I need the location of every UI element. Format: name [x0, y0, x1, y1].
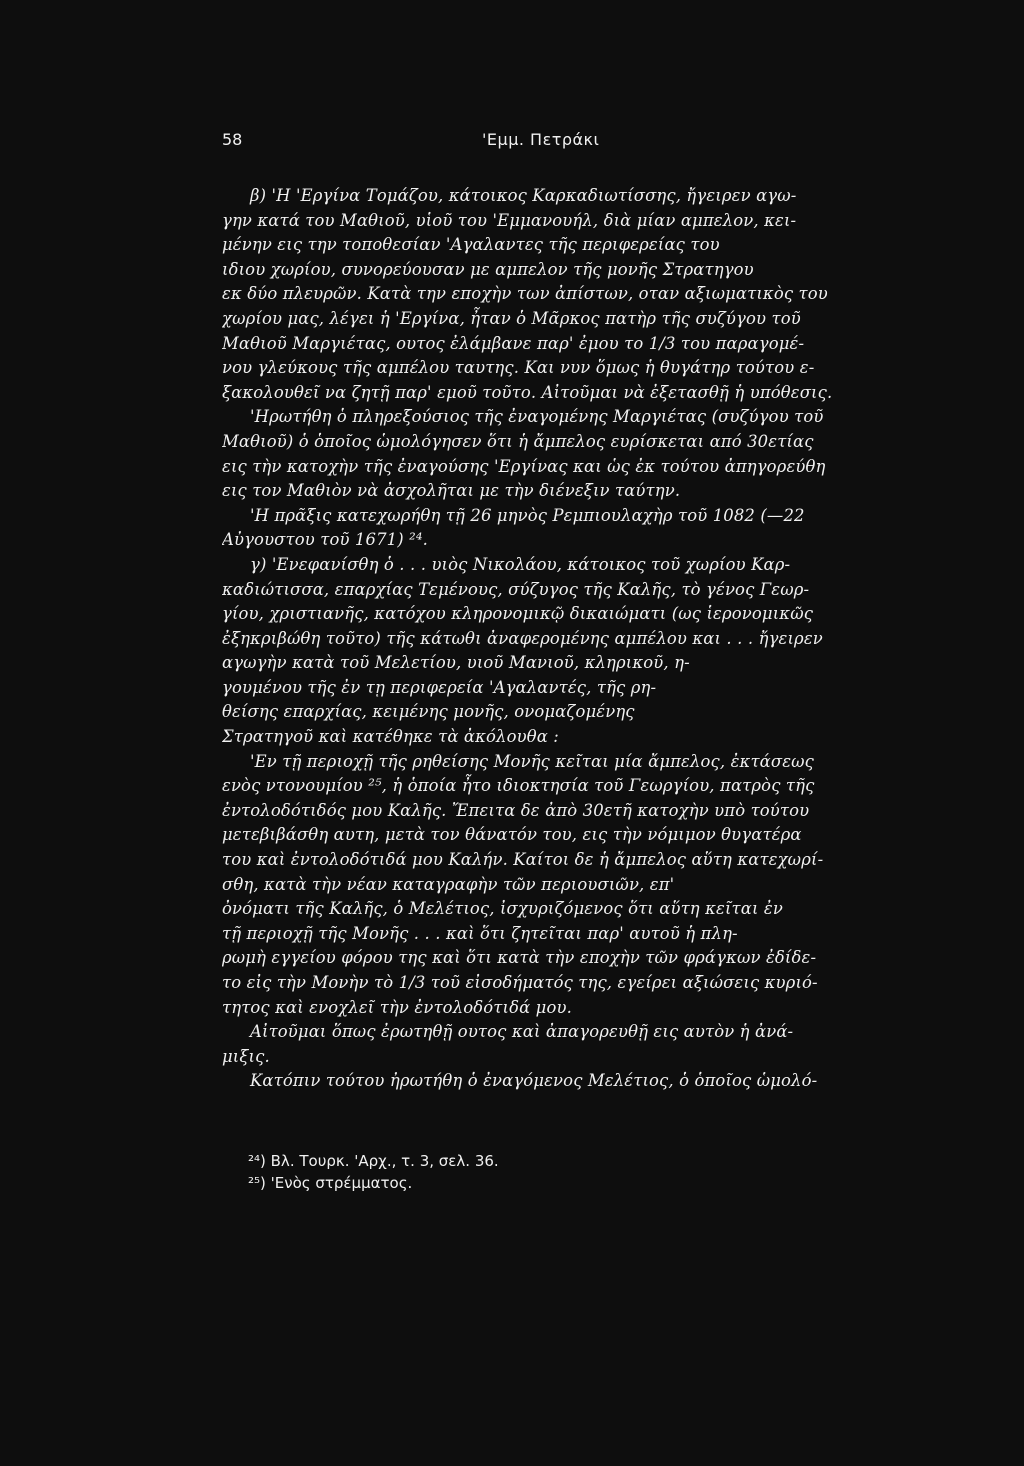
text-line: εις τὴν κατοχὴν τῆς ἐναγούσης 'Εργίνας και ὡς ἐκ τούτου ἀπηγορεύθη	[222, 456, 826, 476]
page-header	[222, 130, 862, 164]
text-line: καδιώτισσα, επαρχίας Τεμένους, σύζυγος τῆς Καλῆς, τὸ γένος Γεωρ-	[222, 579, 810, 599]
text-line: ξακολουθεῖ να ζητῇ παρ' εμοῦ τοῦτο. Αἰτοῦμαι νὰ ἐξετασθῇ ἡ υπόθεσις.	[222, 382, 833, 402]
text-line: ὀνόματι τῆς Καλῆς, ὁ Μελέτιος, ἰσχυριζόμενος ὅτι αὕτη κεῖται ἐν	[222, 899, 783, 919]
document-page	[222, 130, 862, 1094]
running-head: 'Εμμ. Πετράκι	[482, 130, 600, 149]
text-line: γ) 'Ενεφανίσθη ὁ . . . υιὸς Νικολάου, κάτοικος τοῦ χωρίου Καρ-	[250, 554, 791, 574]
text-line: 'Ηρωτήθη ὁ πληρεξούσιος τῆς ἐναγομένης Μαργιέτας (συζύγου τοῦ	[250, 407, 824, 427]
text-line: αγωγὴν κατὰ τοῦ Μελετίου, υιοῦ Μανιοῦ, κληρικοῦ, η-	[222, 653, 690, 673]
text-line: γουμένου τῆς ἐν τῃ περιφερεία 'Αγαλαντές, τῆς ρη-	[222, 677, 657, 697]
text-line: θείσης επαρχίας, κειμένης μονῆς, ονομαζομένης	[222, 702, 635, 722]
text-line: χωρίου μας, λέγει ἡ 'Εργίνα, ἦταν ὁ Μᾶρκος πατὴρ τῆς συζύγου τοῦ	[222, 308, 801, 328]
text-line: ενὸς ντονουμίου ²⁵, ἡ ὁποία ἦτο ιδιοκτησία τοῦ Γεωργίου, πατρὸς τῆς	[222, 776, 815, 796]
text-line: του καὶ ἐντολοδότιδά μου Καλήν. Καίτοι δε ἡ ἄμπελος αὕτη κατεχωρί-	[222, 850, 824, 870]
page-number: 58	[222, 130, 243, 149]
text-line: μένην εις την τοποθεσίαν 'Αγαλαντες τῆς περιφερείας του	[222, 235, 720, 255]
text-line: β) 'Η 'Εργίνα Τομάζου, κάτοικος Καρκαδιωτίσσης, ἤγειρεν αγω-	[250, 186, 797, 205]
text-line: το εἰς τὴν Μονὴν τὸ 1/3 τοῦ εἰσοδήματός της, εγείρει αξιώσεις κυριό-	[222, 973, 818, 992]
text-line: εις τον Μαθιὸν νὰ ἀσχολῆται με τὴν διένεξιν ταύτην.	[222, 481, 681, 501]
footnotes	[248, 1150, 499, 1194]
text-line: ιδιου χωρίου, συνορεύουσαν με αμπελον τῆς μονῆς Στρατηγου	[222, 259, 754, 279]
text-line: Αἰτοῦμαι ὅπως ἐρωτηθῇ ουτος καὶ ἀπαγορευθῇ εις αυτὸν ἡ ἀνά-	[250, 1022, 794, 1042]
text-line: ἐντολοδότιδός μου Καλῆς. Ἔπειτα δε ἀπὸ 30ετῆ κατοχὴν υπὸ τούτου	[222, 800, 810, 820]
body-text	[222, 184, 862, 1094]
footnote: ²⁴) Βλ. Τουρκ. 'Αρχ., τ. 3, σελ. 36.	[248, 1152, 499, 1170]
text-line: 'Η πρᾶξις κατεχωρήθη τῇ 26 μηνὸς Ρεμπιουλαχὴρ τοῦ 1082 (—22	[250, 505, 805, 525]
text-line: Μαθιοῦ Μαργιέτας, ουτος ἐλάμβανε παρ' ἐμου το 1/3 του παραγομέ-	[222, 333, 805, 353]
text-line: 'Εν τῇ περιοχῇ τῆς ρηθείσης Μονῆς κεῖται μία ἄμπελος, ἐκτάσεως	[250, 751, 815, 771]
text-line: νου γλεύκους τῆς αμπέλου ταυτης. Και νυν ὅμως ἡ θυγάτηρ τούτου ε-	[222, 358, 815, 378]
text-line: μιξις.	[222, 1046, 270, 1066]
text-line: τητος καὶ ενοχλεῖ τὴν ἐντολοδότιδά μου.	[222, 997, 572, 1017]
text-line: Μαθιοῦ) ὁ ὁποῖος ὡμολόγησεν ὅτι ἡ ἄμπελος ευρίσκεται από 30ετίας	[222, 431, 814, 451]
text-line: Κατόπιν τούτου ἠρωτήθη ὁ ἐναγόμενος Μελέτιος, ὁ ὁποῖος ὡμολό-	[250, 1071, 818, 1091]
text-line: εκ δύο πλευρῶν. Κατὰ την εποχὴν των ἀπίστων, οταν αξιωματικὸς του	[222, 284, 828, 304]
text-line: γίου, χριστιανῆς, κατόχου κληρονομικῷ δικαιώματι (ως ἱερονομικῶς	[222, 604, 814, 624]
text-line: σθη, κατὰ τὴν νέαν καταγραφὴν τῶν περιουσιῶν, επ'	[222, 874, 675, 894]
footnote: ²⁵) 'Ενὸς στρέμματος.	[248, 1174, 413, 1192]
text-line: ἐξηκριβώθη τοῦτο) τῆς κάτωθι ἀναφερομένης αμπέλου και . . . ἤγειρεν	[222, 628, 823, 648]
text-line: γην κατά του Μαθιοῦ, υἱοῦ του 'Εμμανουήλ, διὰ μίαν αμπελον, κει-	[222, 210, 797, 230]
text-line: μετεβιβάσθη αυτη, μετὰ τον θάνατόν του, εις τὴν νόμιμον θυγατέρα	[222, 825, 802, 845]
text-line: Στρατηγοῦ καὶ κατέθηκε τὰ ἀκόλουθα :	[222, 727, 559, 747]
text-line: Αὐγουστου τοῦ 1671) ²⁴.	[222, 530, 428, 550]
text-line: τῇ περιοχῇ τῆς Μονῆς . . . καὶ ὅτι ζητεῖται παρ' αυτοῦ ἡ πλη-	[222, 923, 738, 943]
text-line: ρωμὴ εγγείου φόρου της καὶ ὅτι κατὰ τὴν εποχὴν τῶν φράγκων ἐδίδε-	[222, 948, 817, 968]
